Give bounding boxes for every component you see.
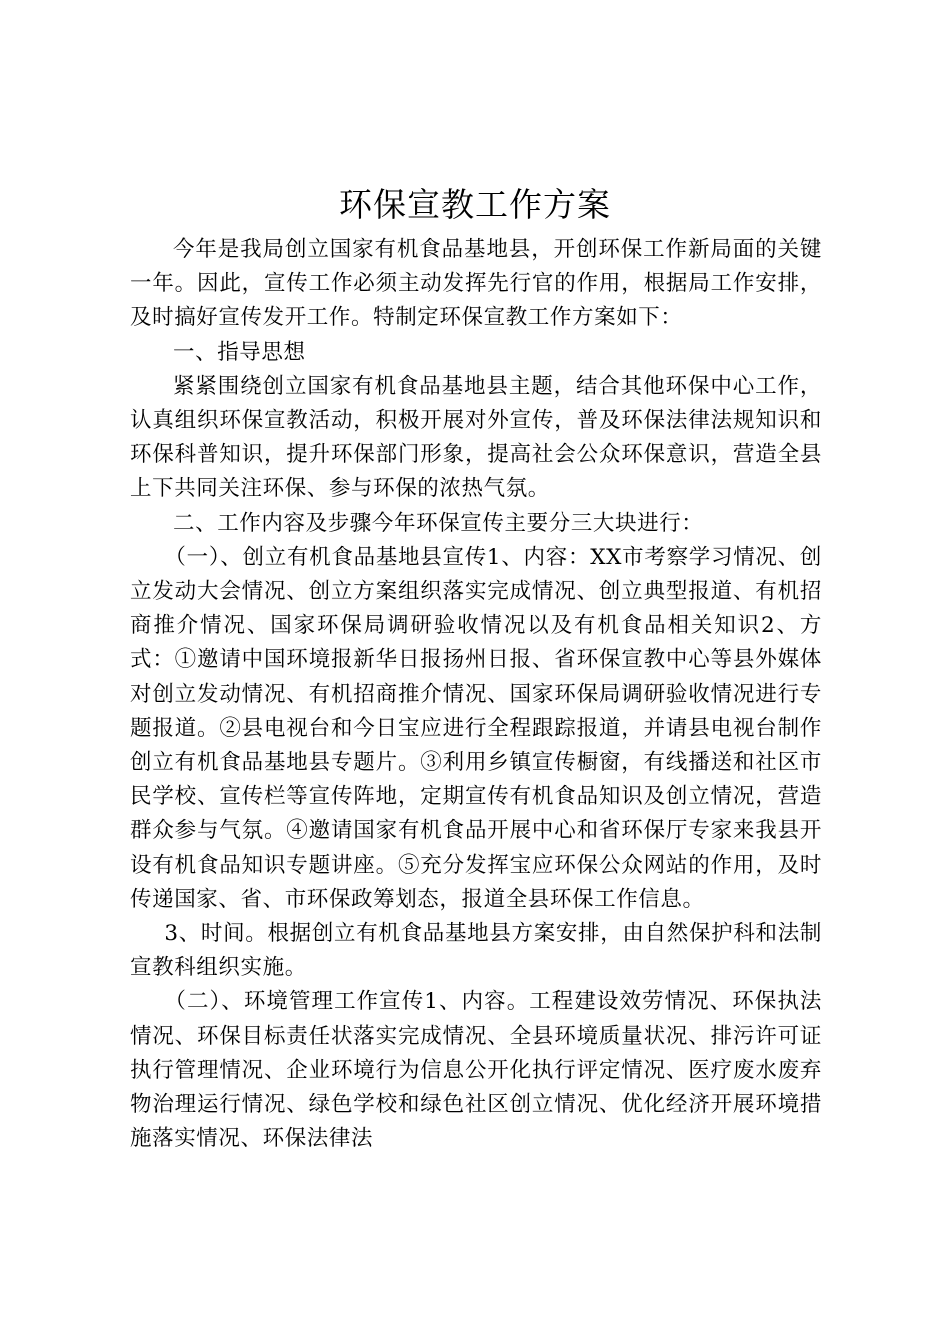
section-heading-work-content: 二、工作内容及步骤今年环保宣传主要分三大块进行： <box>173 510 704 536</box>
organic-food-county-paragraph: （一）、创立有机食品基地县宣传1、内容：XX市考察学习情况、创立发动大会情况、创立方案组织落实完成情况、创立典型报道、有机招商推介情况、国家环保局调研验收情况以及有机食品相关知识2、方式：①邀请中国环境报新华日报扬州日报、省环保宣教中心等县外媒体对创立发动情况、有机招商推介情况、国家环保局调研验收情况进行专题报道。②县电视台和今日宝应进行全程跟踪报道，并请县电视台制作创立有机食品基地县专题片。③利用乡镇宣传橱窗，有线播送和社区市民学校、宣传栏等宣传阵地，定期宣传有机食品知识及创立情况，营造群众参与气氛。④邀请国家有机食品开展中心和省环保厅专家来我县开设有机食品知识专题讲座。⑤充分发挥宝应环保公众网站的作用，及时传递国家、省、市环保政筹划态，报道全县环保工作信息。 <box>130 544 822 912</box>
intro-paragraph: 今年是我局创立国家有机食品基地县，开创环保工作新局面的关键一年。因此，宣传工作必须主动发挥先行官的作用，根据局工作安排，及时搞好宣传发开工作。特制定环保宣教工作方案如下： <box>130 237 822 331</box>
section-heading-guiding-thought: 一、指导思想 <box>173 339 306 365</box>
document-title: 环保宣教工作方案 <box>339 185 611 224</box>
document-body <box>130 233 822 1156</box>
guiding-thought-paragraph: 紧紧围绕创立国家有机食品基地县主题，结合其他环保中心工作，认真组织环保宣教活动，积极开展对外宣传，普及环保法律法规知识和环保科普知识，提升环保部门形象，提高社会公众环保意识，营造全县上下共同关注环保、参与环保的浓热气氛。 <box>130 373 822 502</box>
environment-management-paragraph: （二）、环境管理工作宣传1、内容。工程建设效劳情况、环保执法情况、环保目标责任状落实完成情况、全县环境质量状况、排污许可证执行管理情况、企业环境行为信息公开化执行评定情况、医疗废水废弃物治理运行情况、绿色学校和绿色社区创立情况、优化经济开展环境措施落实情况、环保法律法 <box>130 989 822 1152</box>
timing-paragraph: 3、时间。根据创立有机食品基地县方案安排，由自然保护科和法制宣教科组织实施。 <box>130 921 822 981</box>
